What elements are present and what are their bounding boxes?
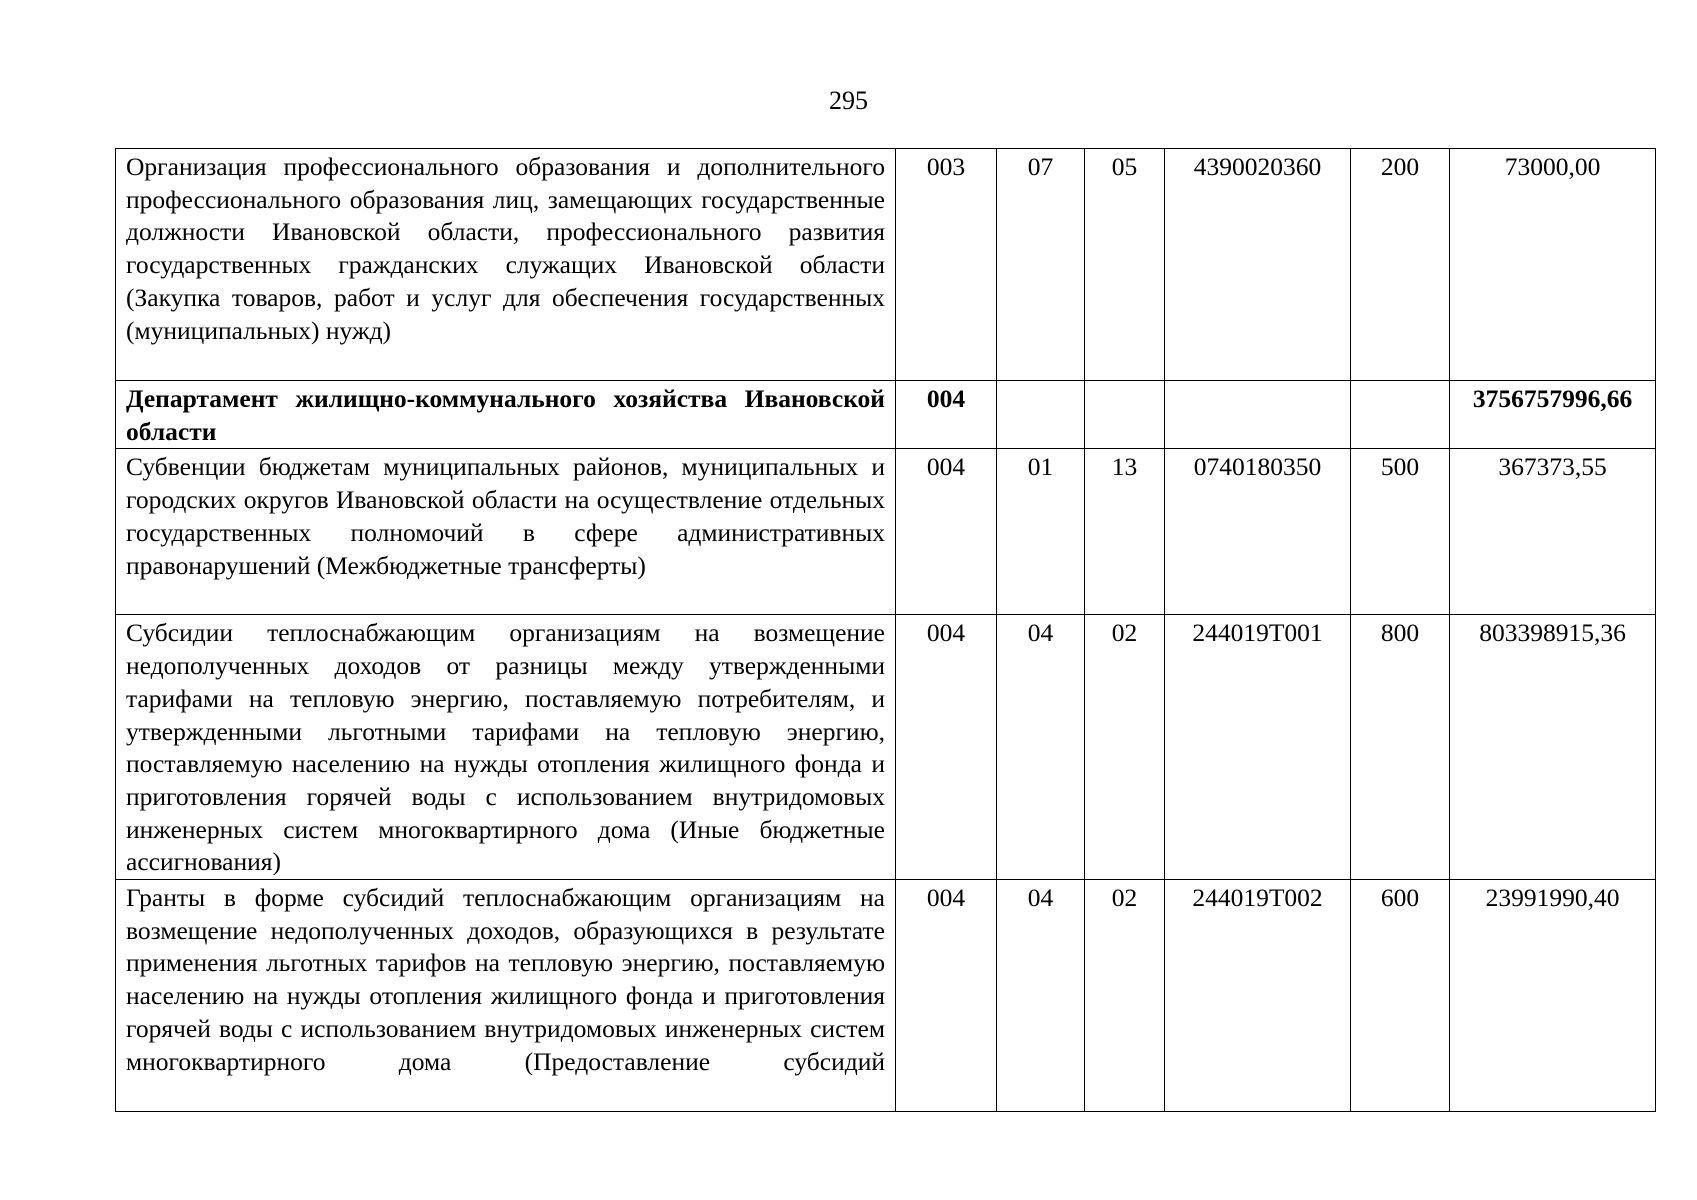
ministry-code: 004: [896, 449, 997, 615]
subsection-code: 05: [1085, 149, 1165, 381]
ministry-code: 004: [896, 381, 997, 449]
section-code: 04: [997, 615, 1085, 880]
section-code: [997, 381, 1085, 449]
table-row: [116, 880, 1656, 1112]
row-name: Субсидии теплоснабжающим организациям на возмещение недополученных доходов от разницы между утвержденными тарифами на тепловую энергию, поставляемую потребителям, и утвержденными льготными тарифами на тепловую энергию, поставляемую населению на нужды отопления жилищного фонда и приготовления горячей воды с использованием внутридомовых инженерных систем многоквартирного дома (Иные бюджетные ассигнования): [116, 615, 896, 880]
amount: 803398915,36: [1450, 615, 1656, 880]
ministry-code: 004: [896, 615, 997, 880]
table-row: [116, 615, 1656, 880]
table-row: [116, 381, 1656, 449]
subsection-code: [1085, 381, 1165, 449]
ministry-code: 003: [896, 149, 997, 381]
subsection-code: 13: [1085, 449, 1165, 615]
expense-type-code: 800: [1351, 615, 1450, 880]
target-article-code: 244019Т002: [1165, 880, 1351, 1112]
target-article-code: [1165, 381, 1351, 449]
expense-type-code: 200: [1351, 149, 1450, 381]
row-name: Департамент жилищно-коммунального хозяйства Ивановской области: [116, 381, 896, 449]
amount: 73000,00: [1450, 149, 1656, 381]
subsection-code: 02: [1085, 880, 1165, 1112]
section-code: 01: [997, 449, 1085, 615]
target-article-code: 4390020360: [1165, 149, 1351, 381]
amount: 3756757996,66: [1450, 381, 1656, 449]
target-article-code: 0740180350: [1165, 449, 1351, 615]
expense-type-code: 600: [1351, 880, 1450, 1112]
section-code: 04: [997, 880, 1085, 1112]
page-number: 295: [829, 86, 868, 115]
subsection-code: 02: [1085, 615, 1165, 880]
budget-table: [115, 148, 1656, 1112]
table-row: [116, 449, 1656, 615]
ministry-code: 004: [896, 880, 997, 1112]
amount: 367373,55: [1450, 449, 1656, 615]
amount: 23991990,40: [1450, 880, 1656, 1112]
expense-type-code: [1351, 381, 1450, 449]
row-name: Организация профессионального образования и дополнительного профессионального образования лиц, замещающих государственные должности Ивановской области, профессионального развития государственных гражданских служащих Ивановской области (Закупка товаров, работ и услуг для обеспечения государственных (муниципальных) нужд): [116, 149, 896, 381]
row-name: Субвенции бюджетам муниципальных районов, муниципальных и городских округов Ивановской области на осуществление отдельных государственных полномочий в сфере административных правонарушений (Межбюджетные трансферты): [116, 449, 896, 615]
target-article-code: 244019Т001: [1165, 615, 1351, 880]
row-name: Гранты в форме субсидий теплоснабжающим организациям на возмещение недополученных доходов, образующихся в результате применения льготных тарифов на тепловую энергию, поставляемую населению на нужды отопления жилищного фонда и приготовления горячей воды с использованием внутридомовых инженерных систем многоквартирного дома (Предоставление субсидий: [116, 880, 896, 1112]
expense-type-code: 500: [1351, 449, 1450, 615]
section-code: 07: [997, 149, 1085, 381]
table-row: [116, 149, 1656, 381]
